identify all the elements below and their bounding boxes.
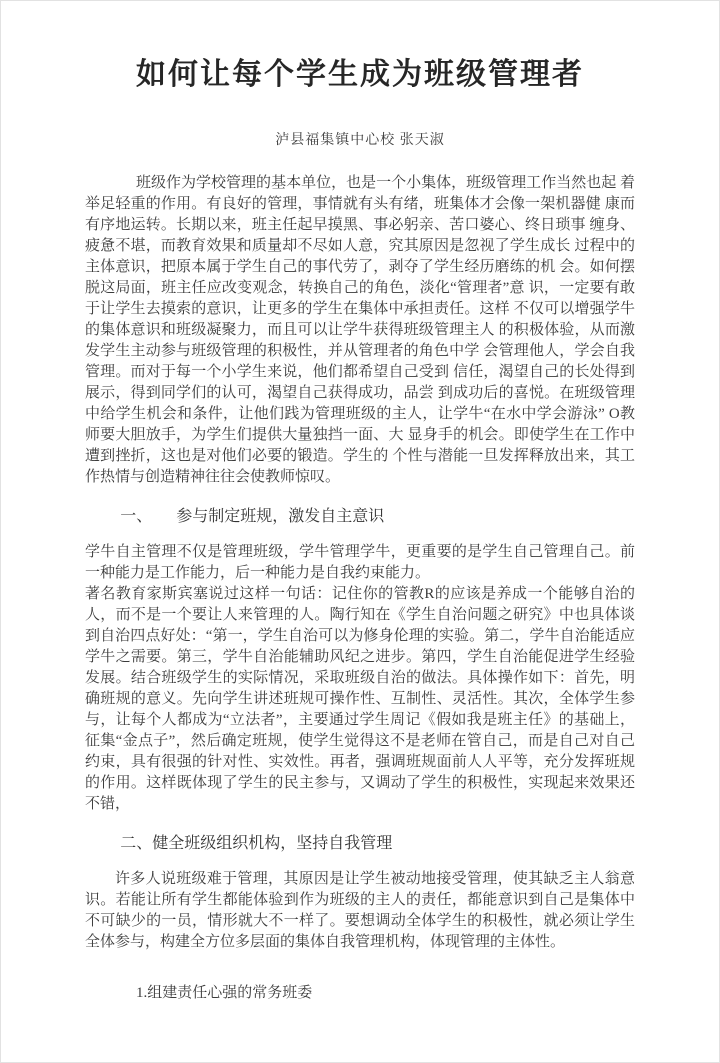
author-byline: 泸县福集镇中心校 张天淑 xyxy=(275,133,445,148)
intro-paragraph: 班级作为学校管理的基本单位，也是一个小集体，班级管理工作当然也起 着举足轻重的作用。有良好的管理，事情就有头有绪，班集体才会像一架机器健 康而有序地运转。长期以来，班主任起早摸黑、事必躬亲、苦口婆心、终日琐事 缠身、疲惫不堪，而教育效果和质量却不尽如人意，究其原因是忽视了学生成长 过程中的主体意识，把原本属于学生自己的事代劳了，剥夺了学生经历磨练的机 会。如何摆脱这局面，班主任应改变观念，转换自己的角色，淡化“管理者”意 识，一定要有敢于让学生去摸索的意识，让更多的学生在集体中承担责任。这样 不仅可以增强学牛的集体意识和班级凝聚力，而且可以让学牛获得班级管理主人 的积极体验，从而激发学生主动参与班级管理的积极性，并从管理者的角色中学 会管理他人，学会自我管理。而对于每一个小学生来说，他们都希望自己受到 信任，渴望自己的长处得到展示，得到同学们的认可，渴望自己获得成功，品尝 到成功后的喜悦。在班级管理中给学生机会和条件，让他们践为管理班级的主人，让学牛“在水中学会游泳” O教师要大胆放手，为学生们提供大量独挡一面、大 显身手的机会。即使学生在工作中遭到挫折，这也是对他们必要的锻造。学生的 个性与潜能一旦发挥释放出来，其工作热情与创造精神往往会使教师惊叹。 xyxy=(85,175,635,485)
section-heading-two: 二、健全班级组织机构，坚持自我管理 xyxy=(120,835,393,852)
document-title: 如何让每个学生成为班级管理者 xyxy=(136,58,584,91)
paragraph-class-ownership: 许多人说班级难于管理，其原因是让学生被动地接受管理，使其缺乏主人翁意识。若能让所有学生都能体验到作为班级的主人的责任，都能意识到自己是集体中不可缺少的一员，情形就大不一样了。要想调动全体学生的积极性，就必须让学生全体参与，构建全方位多层面的集体自我管理机构，体现管理的主体性。 xyxy=(85,871,635,950)
subheading-committee: 1.组建责任心强的常务班委 xyxy=(136,985,313,1001)
paragraph-spencer-quote: 著名教育家斯宾塞说过这样一句话：记住你的管教R的应该是养成一个能够自治的人，而不是一个要让人来管理的人。陶行知在《学生自治问题之研究》中也具体谈到自治四点好处：“第一，学生自治可以为修身伦理的实验。第二，学牛自治能适应学牛之需要。第三，学牛自治能辅助风纪之进步。第四，学生自治能促进学生经验发展。结合班级学生的实际情况，采取班级自治的做法。具体操作如下：首先，明确班规的意义。先向学生讲述班规可操作性、互制性、灵活性。其次，全体学生参与，让每个人都成为“立法者”，主要通过学生周记《假如我是班主任》的基础上，征集“金点子”，然后确定班规，使学生觉得这不是老师在管自己，而是自己对自己约束，具有很强的针对性、实效性。再者，强调班规面前人人平等，充分发挥班规的作用。这样既体现了学生的民主参与，又调动了学生的积极性，实现起来效果还不错， xyxy=(85,586,635,812)
paragraph-self-management: 学牛自主管理不仅是管理班级，学牛管理学牛，更重要的是学生自己管理自己。前一种能力是工作能力，后一种能力是自我约束能力。 xyxy=(85,544,635,581)
section-heading-one: 一、 参与制定班规，激发自主意识 xyxy=(120,508,385,525)
